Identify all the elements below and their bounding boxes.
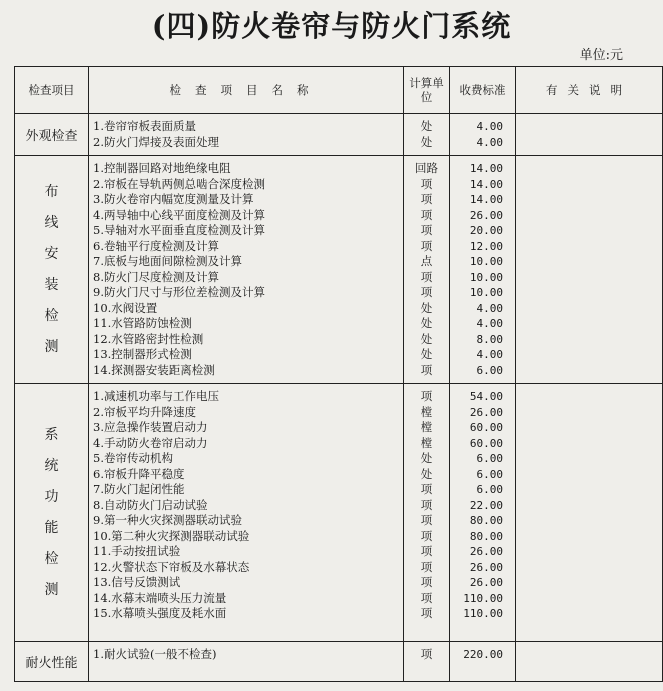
unit-cell-line: 樘 <box>420 404 433 419</box>
item-name-cell-line: 9.防火门尺寸与形位差检测及计算 <box>93 285 265 299</box>
header-unit: 计算单位 <box>404 67 450 114</box>
unit-cell-line: 处 <box>420 316 433 330</box>
header-remarks: 有关说明 <box>516 67 663 114</box>
item-name-cell-line: 6.帘板升降平稳度 <box>93 466 185 481</box>
fee-cell-line: 10.00 <box>469 255 503 268</box>
fee-cell-line: 4.00 <box>476 348 503 361</box>
remarks-cell <box>516 114 663 156</box>
item-name-cell-line: 2.帘板平均升降速度 <box>93 404 196 419</box>
remarks-cell <box>516 642 663 682</box>
fee-cell-line: 26.00 <box>469 576 503 589</box>
item-name-cell <box>89 384 404 642</box>
item-name-cell-line: 1.控制器回路对地绝缘电阻 <box>93 161 231 175</box>
unit-cell-line: 项 <box>420 389 433 403</box>
item-name-cell-line: 8.自动防火门启动试验 <box>93 497 208 512</box>
unit-cell <box>404 642 450 682</box>
fee-cell-line: 4.00 <box>476 317 503 330</box>
item-name-cell-line: 14.探测器安装距离检测 <box>93 362 215 377</box>
table-row <box>15 384 663 642</box>
fee-cell-line: 110.00 <box>463 607 503 620</box>
unit-cell-line: 项 <box>420 606 433 620</box>
table-row <box>15 114 663 156</box>
unit-cell <box>404 156 450 384</box>
fee-cell-line: 20.00 <box>469 224 503 237</box>
unit-cell <box>404 114 450 156</box>
fee-cell-line: 80.00 <box>469 514 503 527</box>
category-cell: 耐火性能 <box>15 642 89 682</box>
fee-cell-line: 22.00 <box>469 498 503 512</box>
item-name-cell-line: 11.手动按扭试验 <box>93 544 181 558</box>
unit-cell-line: 处 <box>420 119 433 133</box>
item-name-cell-line: 13.信号反馈测试 <box>93 575 181 589</box>
unit-cell-line: 项 <box>420 238 433 253</box>
item-name-cell-line: 5.导轴对水平面垂直度检测及计算 <box>93 223 265 237</box>
unit-cell-line: 樘 <box>420 435 433 450</box>
item-name-cell-line: 5.卷帘传动机构 <box>93 451 173 465</box>
header-row <box>15 67 663 114</box>
unit-cell-line: 处 <box>420 466 433 481</box>
unit-cell-line: 项 <box>420 559 433 574</box>
item-name-cell-line: 9.第一种火灾探测器联动试验 <box>93 513 242 527</box>
fee-cell-line: 60.00 <box>469 436 503 450</box>
unit-cell-line: 项 <box>420 269 433 284</box>
fee-table <box>14 66 663 682</box>
item-name-cell-line: 1.卷帘帘板表面质量 <box>93 119 196 133</box>
fee-cell-line: 6.00 <box>476 363 503 377</box>
fee-cell-line: 10.00 <box>469 270 503 284</box>
fee-cell-line: 6.00 <box>476 483 503 496</box>
remarks-cell <box>516 156 663 384</box>
fee-cell-line: 6.00 <box>476 467 503 481</box>
unit-cell-line: 项 <box>420 590 433 605</box>
unit-cell <box>404 384 450 642</box>
item-name-cell-line: 2.帘板在导轨两侧总啮合深度检测 <box>93 176 265 191</box>
fee-cell <box>450 642 516 682</box>
unit-cell-line: 项 <box>420 513 433 527</box>
category-cell: 外观检查 <box>15 114 89 156</box>
fee-cell-line: 54.00 <box>469 390 503 403</box>
item-name-cell-line: 1.耐火试验(一般不检查) <box>93 647 217 661</box>
header-fee: 收费标准 <box>450 67 516 114</box>
item-name-cell-line: 14.水幕末端喷头压力流量 <box>93 590 227 605</box>
unit-cell-line: 项 <box>420 575 433 589</box>
unit-cell-line: 项 <box>420 497 433 512</box>
header-item-name: 检查项目名称 <box>89 67 404 114</box>
fee-cell-line: 14.00 <box>469 162 503 175</box>
remarks-cell <box>516 384 663 642</box>
item-name-cell <box>89 156 404 384</box>
fee-cell-line: 26.00 <box>469 208 503 222</box>
fee-cell <box>450 114 516 156</box>
fee-cell-line: 8.00 <box>476 332 503 346</box>
unit-cell-line: 项 <box>420 528 433 543</box>
fee-cell-line: 10.00 <box>469 286 503 299</box>
item-name-cell-line: 12.水管路密封性检测 <box>93 331 204 346</box>
header-category: 检查项目 <box>15 67 89 114</box>
unit-cell-line: 处 <box>420 331 433 346</box>
table-row <box>15 156 663 384</box>
fee-cell-line: 12.00 <box>469 239 503 253</box>
item-name-cell-line: 13.控制器形式检测 <box>93 347 192 361</box>
item-name-cell-line: 6.卷轴平行度检测及计算 <box>93 238 219 253</box>
fee-cell-line: 60.00 <box>469 421 503 434</box>
unit-cell-line: 回路 <box>415 161 438 175</box>
fee-cell-line: 4.00 <box>476 135 503 149</box>
unit-cell-line: 点 <box>420 254 433 268</box>
item-name-cell-line: 8.防火门尽度检测及计算 <box>93 269 219 284</box>
unit-cell-line: 处 <box>420 451 433 465</box>
category-cell: 系 统 功 能 检 测 <box>15 384 89 642</box>
unit-cell-line: 项 <box>420 192 433 206</box>
item-name-cell-line: 12.火警状态下帘板及水幕状态 <box>93 559 250 574</box>
fee-cell <box>450 384 516 642</box>
unit-cell-line: 项 <box>420 362 433 377</box>
unit-cell-line: 处 <box>420 347 433 361</box>
fee-cell-line: 26.00 <box>469 545 503 558</box>
unit-cell-line: 项 <box>420 482 433 496</box>
fee-cell-line: 110.00 <box>463 591 503 605</box>
fee-cell-line: 26.00 <box>469 560 503 574</box>
item-name-cell-line: 15.水幕喷头强度及耗水面 <box>93 606 227 620</box>
unit-cell-line: 项 <box>420 223 433 237</box>
item-name-cell-line: 2.防火门焊接及表面处理 <box>93 134 219 149</box>
fee-cell-line: 6.00 <box>476 452 503 465</box>
item-name-cell-line: 4.手动防火卷帘启动力 <box>93 435 208 450</box>
item-name-cell <box>89 114 404 156</box>
unit-cell-line: 项 <box>420 647 433 661</box>
unit-cell-line: 处 <box>420 300 433 315</box>
fee-cell-line: 26.00 <box>469 405 503 419</box>
unit-cell-line: 樘 <box>420 420 433 434</box>
item-name-cell-line: 7.底板与地面间隙检测及计算 <box>93 254 242 268</box>
unit-cell-line: 项 <box>420 207 433 222</box>
unit-cell-line: 项 <box>420 285 433 299</box>
fee-cell-line: 14.00 <box>469 177 503 191</box>
item-name-cell-line: 7.防火门起闭性能 <box>93 482 185 496</box>
fee-cell-line: 80.00 <box>469 529 503 543</box>
fee-cell-line: 4.00 <box>476 120 503 133</box>
unit-cell-line: 项 <box>420 176 433 191</box>
unit-cell-line: 项 <box>420 544 433 558</box>
item-name-cell <box>89 642 404 682</box>
fee-cell-line: 14.00 <box>469 193 503 206</box>
item-name-cell-line: 10.水阀设置 <box>93 300 158 315</box>
page-title: (四)防火卷帘与防火门系统 <box>151 9 512 43</box>
fee-cell <box>450 156 516 384</box>
unit-cell-line: 处 <box>420 134 433 149</box>
item-name-cell-line: 3.防火卷帘内幅宽度测量及计算 <box>93 192 254 206</box>
item-name-cell-line: 3.应急操作装置启动力 <box>93 420 208 434</box>
category-cell: 布 线 安 装 检 测 <box>15 156 89 384</box>
item-name-cell-line: 1.减速机功率与工作电压 <box>93 389 219 403</box>
item-name-cell-line: 4.两导轴中心线平面度检测及计算 <box>93 207 265 222</box>
item-name-cell-line: 10.第二种火灾探测器联动试验 <box>93 528 250 543</box>
unit-note: 单位:元 <box>579 48 623 63</box>
table-row <box>15 642 663 682</box>
fee-cell-line: 4.00 <box>476 301 503 315</box>
item-name-cell-line: 11.水管路防蚀检测 <box>93 316 192 330</box>
fee-cell-line: 220.00 <box>463 648 503 661</box>
